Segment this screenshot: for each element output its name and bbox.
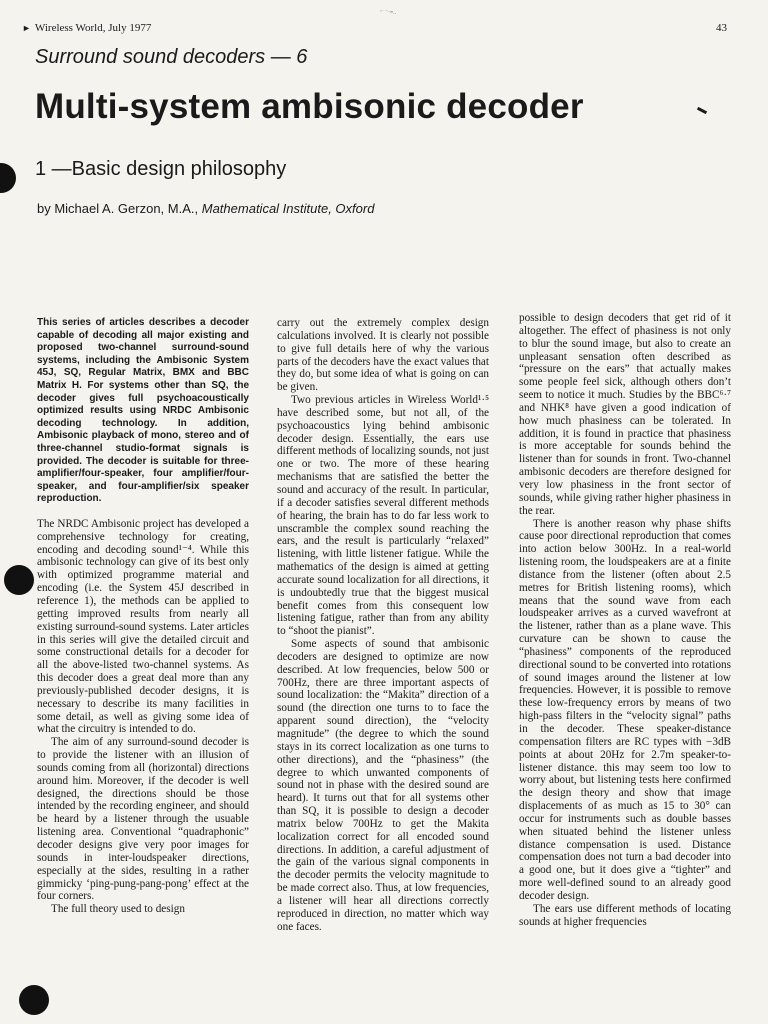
punch-hole-top: [0, 163, 16, 193]
punch-hole-middle: [4, 565, 34, 595]
pen-mark-icon: [697, 107, 707, 114]
paragraph: There is another reason why phase shifts cause poor directional reproduction that comes into action below 300Hz. In a real-world listening room, the loudspeakers are at a finite distance from the listener (often about 2.5 metres for British listening rooms), which means that the sound wave from each loudspeaker arrives as a curved wavefront at the listener, rather than as a plane wave. This curvature can be shown to cause the “phasiness” components of the reproduced directional sound to be converted into rotations of sound images around the listener at low frequencies. However, it is possible to remove these low-frequency errors by means of two high-pass filters in the “velocity signal” paths in the decoder. These speaker-distance compensation filters are RC types with −3dB points at about 20Hz for 2.7m speaker-to-listener distance. this may seem too low to worry about, but listening tests here confirmed the design theory and show that image displacements of as much as 15 to 30° can occur for instruments such as double basses when situated behind the listener unless distance compensation is used. Distance compensation does not turn a bad decoder into a good one, but it does give a “tighter” and more well-defined sound to an already good decoder design.: [519, 517, 731, 902]
paragraph: possible to design decoders that get rid of it altogether. The effect of phasiness is not only to blur the sound image, but also to create an unpleasant sensation often described as “pressure on the ears” that actually makes some people feel sick, although others don’t seem to notice it much. Studies by the BBC⁶·⁷ and NHK⁸ have given a good indication of how much phasiness can be tolerated. In addition, it is found in practice that phasiness is more acceptable for sounds behind the listener than for sounds in front. Two-channel ambisonic decoders are therefore designed for very low phasiness in the front sector of sounds, while giving rather higher phasiness in the rear.: [519, 312, 731, 517]
paragraph: The aim of any surround-sound decoder is to provide the listener with an illusion of sounds coming from all (horizontal) directions around him. Moreover, if the decoder is well designed, the directions should be those intended by the recording engineer, and should be heard by a listener through the usuable listening area. Conventional “quadraphonic” decoder designs give very poor images for sounds in inter-loudspeaker directions, especially at the sides, resulting in a rather gimmicky ‘ping-pung-pang-pong’ effect at the four corners.: [37, 736, 249, 903]
paragraph: The full theory used to design: [51, 903, 185, 916]
column-2: [277, 317, 489, 934]
page-number: 43: [716, 22, 727, 34]
paragraph: Two previous articles in Wireless World¹·⁵ have described some, but not all, of the psychoacoustics lying behind ambisonic decoder design. Essentially, the ears use different methods of localizing sounds, not just one or two. The more of these hearing mechanisms that are satisfied the better the sound and accuracy of the result. In particular, if a decoder satisfies several different methods of hearing, the brain has to do far less work to unscramble the complex sound reaching the ears, and the result is particularly “relaxed” listening, with little listener fatigue. While the mathematics of the design is aimed at getting accurate sound localization for all directions, it is undoubtedly true that the biggest musical benefit comes from this consequent low listening fatigue, rather than from any ability to “shoot the pianist”.: [277, 394, 489, 638]
punch-hole-bottom: [19, 985, 49, 1015]
abstract: This series of articles describes a decoder capable of decoding all major existing and proposed two-channel surround-sound systems, including the Ambisonic System 45J, SQ, Regular Matrix, BMX and BBC Matrix H. For systems other than SQ, the decoder gives full psychoacoustically optimized results using NRDC Ambisonic decoding technology. In addition, Ambisonic playback of mono, stereo and of three-channel studio-format signals is provided. The decoder is suitable for three-amplifier/four-speaker, four amplifier/four-speaker, and four-amplifier/six speaker reproduction.: [37, 317, 249, 505]
institution: Mathematical Institute, Oxford: [201, 201, 375, 216]
scan-marks: ‘˙ ¨¬•..: [380, 10, 396, 16]
running-header: [22, 22, 151, 34]
column-1: [37, 317, 249, 916]
arrow-icon: ►: [22, 23, 31, 33]
paragraph: The NRDC Ambisonic project has developed a comprehensive technology for creating, encoding and decoding sound¹⁻⁴. While this ambisonic technology can give of its best only with optimized programme material and encoding (i.e. the System 45J described in reference 1), the methods can be applied to getting improved results from nearly all existing surround-sound systems. Later articles in this series will give the detailed circuit and some constructional details for a decoder for all the above-listed two-channel systems. As this decoder does a great deal more than any previously-published decoder designs, it is necessary to describe its many facilities in some detail, as well as giving some idea of what the circuitry is intended to do.: [37, 517, 249, 736]
paragraph: carry out the extremely complex design calculations involved. It is clearly not possible to give full details here of why the various parts of the decoders have the exact values that they do, but some idea of what is going on can be given.: [277, 317, 489, 394]
article-title: Multi-system ambisonic decoder: [35, 87, 584, 126]
paragraph: The ears use different methods of locating sounds at higher frequencies: [519, 902, 731, 928]
byline: [37, 201, 374, 216]
series-title: Surround sound decoders — 6: [35, 46, 308, 68]
journal-date: Wireless World, July 1977: [34, 22, 152, 34]
author: by Michael A. Gerzon, M.A.,: [37, 201, 199, 216]
column-3: [519, 312, 731, 929]
article-subtitle: 1 —Basic design philosophy: [35, 158, 287, 180]
paragraph: Some aspects of sound that ambisonic decoders are designed to optimize are now described. At low frequencies, below 500 or 700Hz, there are three important aspects of sound localization: the “Makita” direction of a sound (the direction one turns to to face the apparent sound direction), the “velocity magnitude” (the degree to which the sound stays in its correct localization as one turns to other directions), and the “phasiness” (the degree to which unwanted components of sound not in phase with the desired sound are heard). It turns out that for all systems other than SQ, it is possible to design a decoder matrix below 700Hz to get the Makita localization correct for all encoded sound directions. In addition, a careful adjustment of the gain of the various signal components in the decoder permits the velocity magnitude to be made correct also. Thus, at low frequencies, a listener will hear all directions correctly reproduced in direction, no matter which way one faces.: [277, 638, 489, 933]
